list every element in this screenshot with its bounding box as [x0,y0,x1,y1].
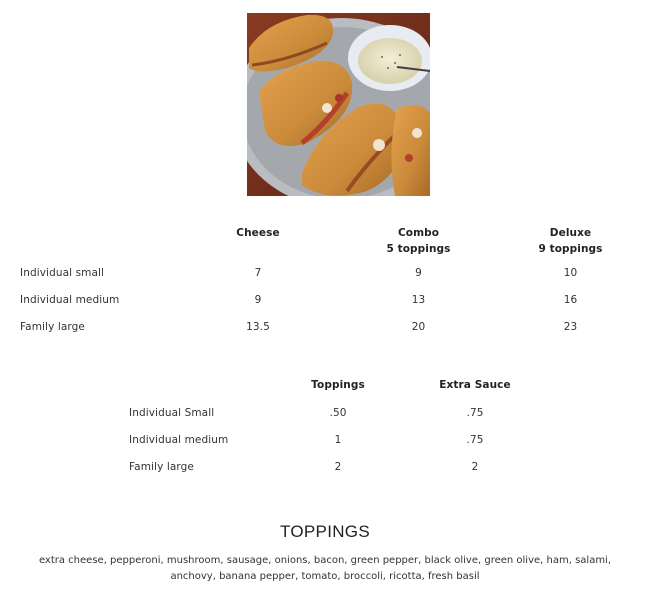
column-header-combo [330,225,507,259]
toppings-heading: TOPPINGS [280,522,370,541]
column-header-subtitle: 5 toppings [386,243,451,255]
column-header-extra-sauce: Extra Sauce [439,379,511,391]
price-cell: .50 [329,406,347,419]
price-cell: 16 [563,293,578,306]
price-cell: 1 [334,433,342,446]
table-row [18,313,634,340]
price-cell: 2 [334,460,342,473]
toppings-list: extra cheese, pepperoni, mushroom, sausage, onions, bacon, green pepper, black olive, green olive, ham, salami, anchovy, banana pepper, tomato, broccoli, ricotta, fresh basil [38,555,612,582]
column-header-cheese [186,225,330,259]
price-cell: 13.5 [246,320,270,333]
price-cell: .75 [466,433,484,446]
table-header-row [18,225,634,259]
size-column-header [18,225,186,259]
extras-price-table [127,379,547,480]
size-label: Individual Small [129,406,215,419]
size-label: Individual medium [129,433,229,446]
price-cell: 23 [563,320,578,333]
price-cell: 13 [411,293,426,306]
price-cell: 10 [563,266,578,279]
price-cell: 9 [415,266,422,279]
size-label: Family large [129,460,194,473]
table-row [18,286,634,313]
price-cell: 20 [411,320,426,333]
price-cell: 7 [254,266,262,279]
size-label: Individual medium [20,293,120,306]
table-row [127,426,547,453]
price-cell: 9 [254,293,262,306]
price-cell: 2 [471,460,479,473]
column-header-name: Cheese [236,227,280,239]
price-cell: .75 [466,406,484,419]
column-header-name: Combo [397,227,440,239]
column-header-deluxe [507,225,634,259]
calzone-price-table [18,225,634,340]
size-label: Individual small [20,266,105,279]
table-header-row [127,379,547,399]
size-label: Family large [20,320,85,333]
column-header-toppings: Toppings [311,379,365,391]
table-row [127,399,547,426]
table-row [18,259,634,286]
size-column-header [127,379,273,399]
column-header-subtitle: 9 toppings [538,243,603,255]
calzone-photo [247,13,430,196]
column-header-name: Deluxe [549,227,592,239]
table-row [127,453,547,480]
